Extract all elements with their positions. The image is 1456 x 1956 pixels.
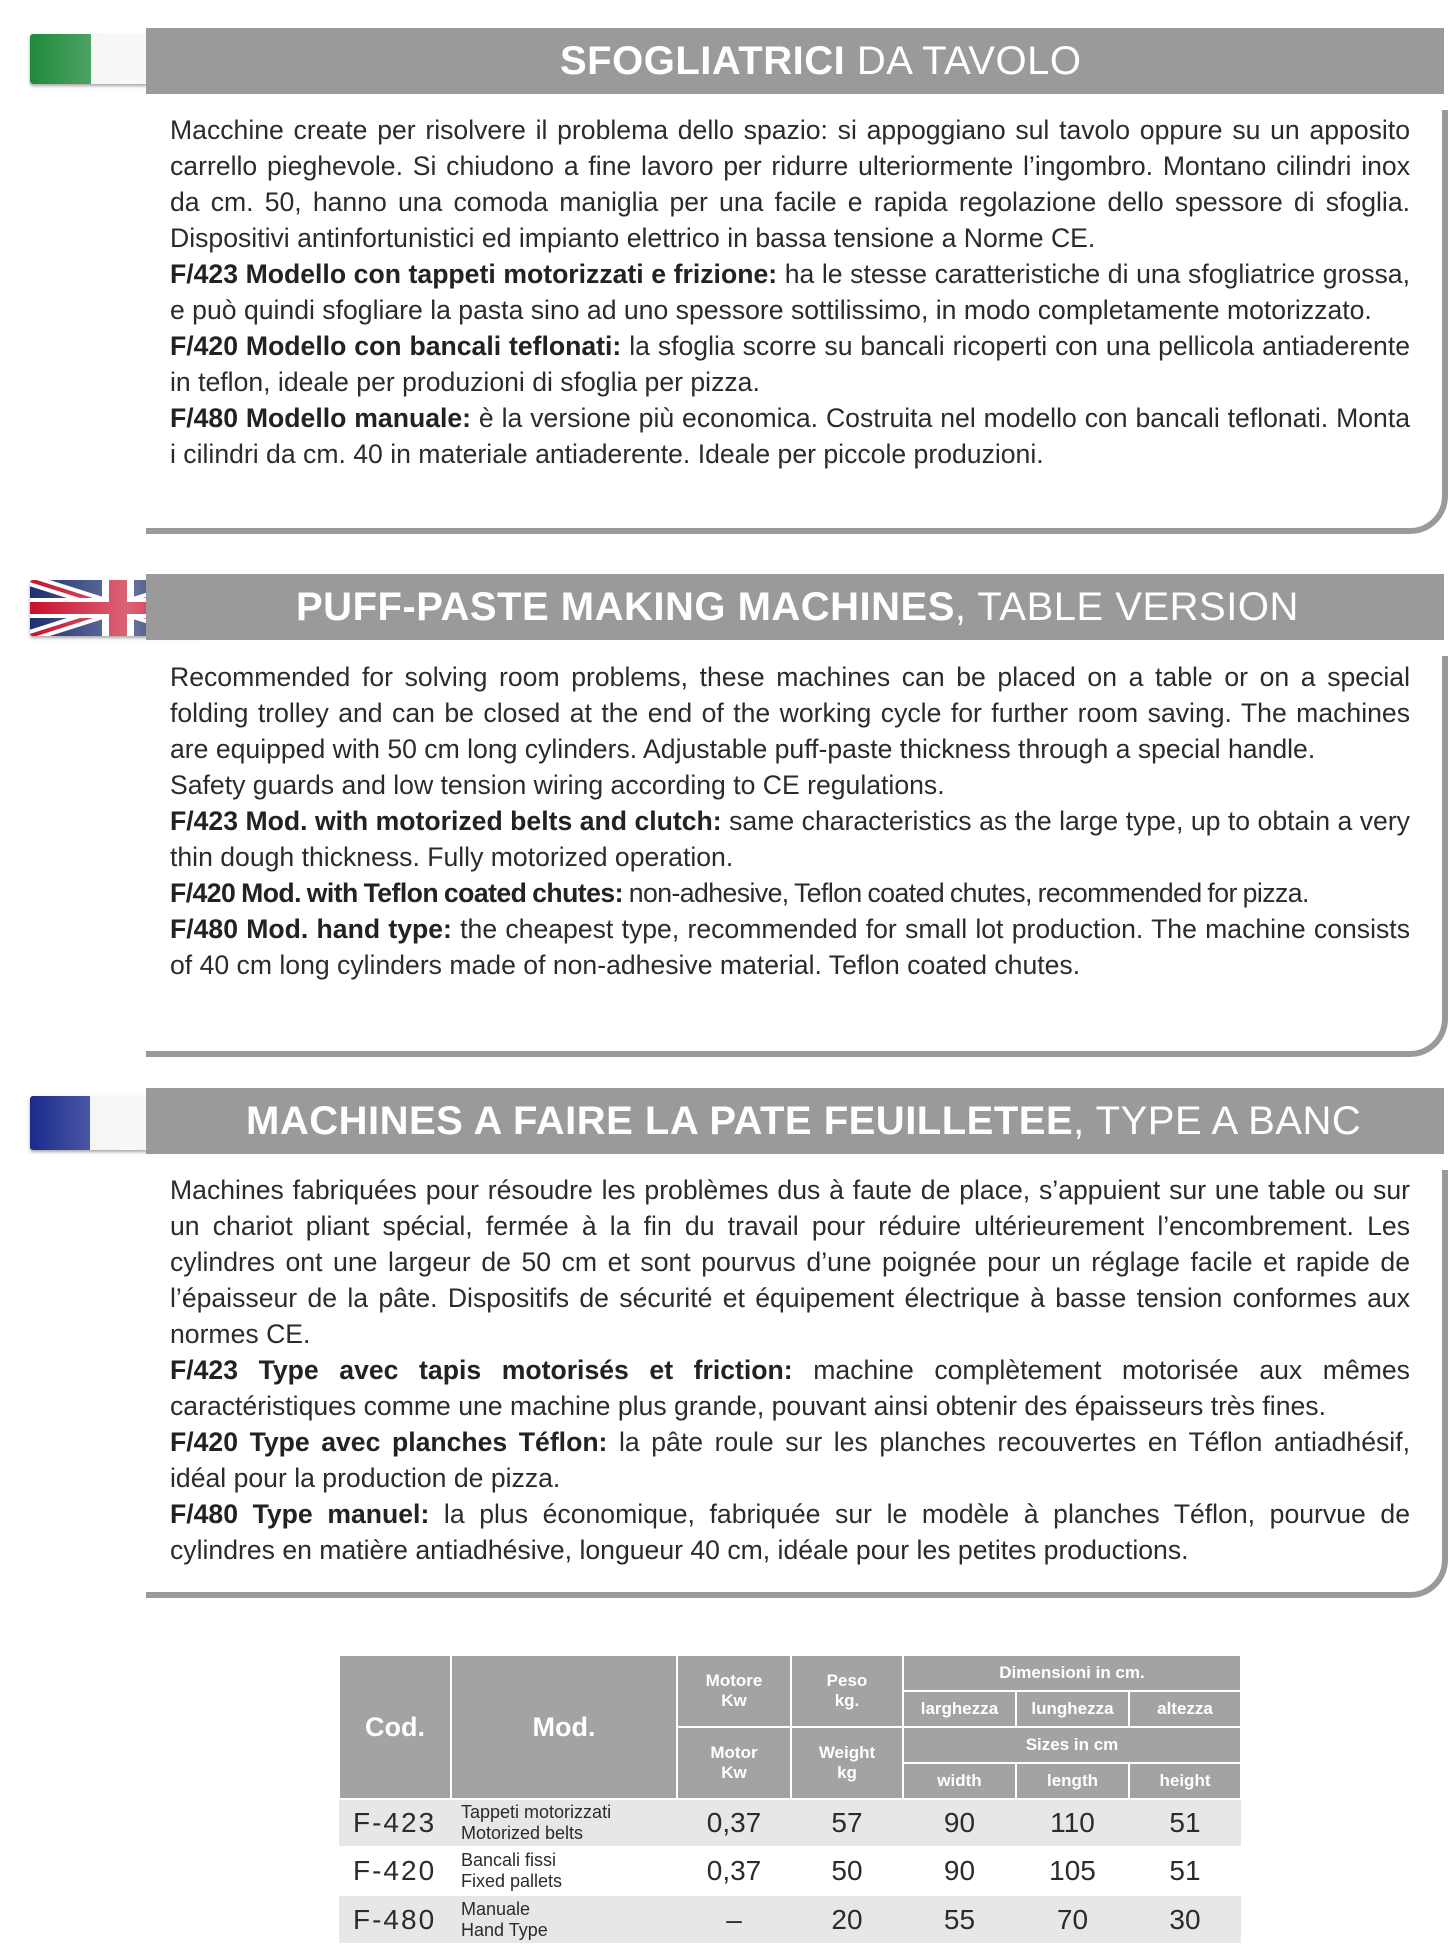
table-header-cod: Cod. (339, 1655, 451, 1799)
paragraph: Recommended for solving room problems, these machines can be placed on a table or on a special folding trolley and can be closed at the end of the working cycle for further room saving. The machines are equipped with 50 cm long cylinders. Adjustable puff-paste thickness through a special handle. (170, 662, 1410, 764)
paragraph: F/423 Type avec tapis motorisés et friction: machine complètement motorisée aux mêmes caractéristiques comme une machine plus grande, pouvant ainsi obtenir des épaisseurs très fines. (170, 1355, 1410, 1421)
cell-height: 51 (1129, 1799, 1241, 1847)
cell-height: 51 (1129, 1847, 1241, 1895)
table-header-dimensioni: Dimensioni in cm. (903, 1655, 1241, 1691)
table-row (339, 1799, 1241, 1847)
cell-cod: F-420 (339, 1847, 451, 1895)
table-row (339, 1847, 1241, 1895)
section-body (146, 1170, 1448, 1598)
table-header-length: length (1016, 1763, 1129, 1799)
paragraph: F/480 Modello manuale: è la versione più economica. Costruita nel modello con bancali teflonati. Monta i cilindri da cm. 40 in materiale antiaderente. Ideale per piccole produzioni. (170, 403, 1410, 469)
section-body (146, 110, 1448, 534)
model-label: F/480 Mod. hand type: (170, 914, 452, 944)
cell-mod: Manuale Hand Type (451, 1895, 677, 1943)
paragraph: F/420 Modello con bancali teflonati: la sfoglia scorre su bancali ricoperti con una pellicola antiaderente in teflon, ideale per produzioni di sfoglia per pizza. (170, 331, 1410, 397)
table-header-width: width (903, 1763, 1016, 1799)
title-rest: , TYPE A BANC (1073, 1098, 1362, 1143)
cell-height: 30 (1129, 1895, 1241, 1943)
cell-cod: F-480 (339, 1895, 451, 1943)
table-header-motor: Motor Kw (677, 1727, 791, 1799)
cell-width: 90 (903, 1799, 1016, 1847)
cell-kg: 57 (791, 1799, 903, 1847)
table-header-lunghezza: lunghezza (1016, 1691, 1129, 1727)
cell-kw: 0,37 (677, 1799, 791, 1847)
paragraph: Macchine create per risolvere il problema dello spazio: si appoggiano sul tavolo oppure su un apposito carrello pieghevole. Si chiudono a fine lavoro per ridurre ulteriormente l’ingombro. Montano cilindri inox da cm. 50, hanno una comoda maniglia per una facile e rapida regolazione dello spessore di sfoglia. Dispositivi antinfortunistici ed impianto elettrico in bassa tensione a Norme CE. (170, 115, 1410, 253)
table-header-altezza: altezza (1129, 1691, 1241, 1727)
model-label: F/423 Mod. with motorized belts and clutch: (170, 806, 722, 836)
cell-kg: 50 (791, 1847, 903, 1895)
table-header-motore: Motore Kw (677, 1655, 791, 1727)
paragraph: F/480 Type manuel: la plus économique, fabriquée sur le modèle à planches Téflon, pourvue de cylindres en matière antiadhésive, longueur 40 cm, idéale pour les petites productions. (170, 1499, 1410, 1565)
title-rest: DA TAVOLO (845, 38, 1082, 83)
section-header (146, 574, 1444, 640)
model-label: F/480 Modello manuale: (170, 403, 472, 433)
section-title (246, 1099, 1361, 1144)
cell-kw: 0,37 (677, 1847, 791, 1895)
table-row (339, 1895, 1241, 1943)
section-header (146, 28, 1444, 94)
cell-kg: 20 (791, 1895, 903, 1943)
table-header-larghezza: larghezza (903, 1691, 1016, 1727)
cell-kw: – (677, 1895, 791, 1943)
paragraph: Machines fabriquées pour résoudre les problèmes dus à faute de place, s’appuient sur une table ou sur un chariot pliant spécial, fermée à la fin du travail pour réduire ultérieurement l’encombrement. Les cylindres ont une largeur de 50 cm et sont pourvus d’une poignée pour un réglage facile et rapide de l’épaisseur de la pâte. Dispositifs de sécurité et équipement électrique à basse tension conformes aux normes CE. (170, 1175, 1410, 1349)
table-header-sizes: Sizes in cm (903, 1727, 1241, 1763)
paragraph: F/423 Modello con tappeti motorizzati e frizione: ha le stesse caratteristiche di una sfogliatrice grossa, e può quindi sfogliare la pasta sino ad uno spessore sottilissimo, in modo completamente motorizzato. (170, 259, 1410, 325)
cell-mod: Tappeti motorizzati Motorized belts (451, 1799, 677, 1847)
paragraph: F/420 Type avec planches Téflon: la pâte roule sur les planches recouvertes en Téflon antiadhésif, idéal pour la production de pizza. (170, 1427, 1410, 1493)
section-title (560, 39, 1081, 84)
cell-width: 90 (903, 1847, 1016, 1895)
model-label: F/480 Type manuel: (170, 1499, 430, 1529)
title-bold: SFOGLIATRICI (560, 38, 846, 83)
cell-mod: Bancali fissi Fixed pallets (451, 1847, 677, 1895)
spec-table (338, 1654, 1242, 1943)
cell-length: 105 (1016, 1847, 1129, 1895)
title-bold: MACHINES A FAIRE LA PATE FEUILLETEE (246, 1098, 1074, 1143)
paragraph: F/423 Mod. with motorized belts and clutch: same characteristics as the large type, up to obtain a very thin dough thickness. Fully motorized operation. (170, 806, 1410, 872)
paragraph: F/480 Mod. hand type: the cheapest type, recommended for small lot production. The machine consists of 40 cm long cylinders made of non-adhesive material. Teflon coated chutes. (170, 914, 1410, 980)
cell-length: 110 (1016, 1799, 1129, 1847)
table-header-height: height (1129, 1763, 1241, 1799)
section-title (296, 585, 1299, 630)
table-header-weight: Weight kg (791, 1727, 903, 1799)
model-label: F/423 Type avec tapis motorisés et friction: (170, 1355, 793, 1385)
paragraph: Safety guards and low tension wiring according to CE regulations. (170, 770, 945, 800)
title-rest: , TABLE VERSION (954, 584, 1299, 629)
table-header-mod: Mod. (451, 1655, 677, 1799)
paragraph: F/420 Mod. with Teflon coated chutes: non-adhesive, Teflon coated chutes, recommended for pizza. (170, 878, 1309, 908)
model-label: F/420 Type avec planches Téflon: (170, 1427, 608, 1457)
section-header (146, 1088, 1444, 1154)
table-header-peso: Peso kg. (791, 1655, 903, 1727)
model-label: F/420 Mod. with Teflon coated chutes: (170, 878, 623, 908)
cell-width: 55 (903, 1895, 1016, 1943)
cell-length: 70 (1016, 1895, 1129, 1943)
model-label: F/423 Modello con tappeti motorizzati e frizione: (170, 259, 778, 289)
cell-cod: F-423 (339, 1799, 451, 1847)
model-label: F/420 Modello con bancali teflonati: (170, 331, 622, 361)
title-bold: PUFF-PASTE MAKING MACHINES (296, 584, 955, 629)
section-body (146, 656, 1448, 1057)
